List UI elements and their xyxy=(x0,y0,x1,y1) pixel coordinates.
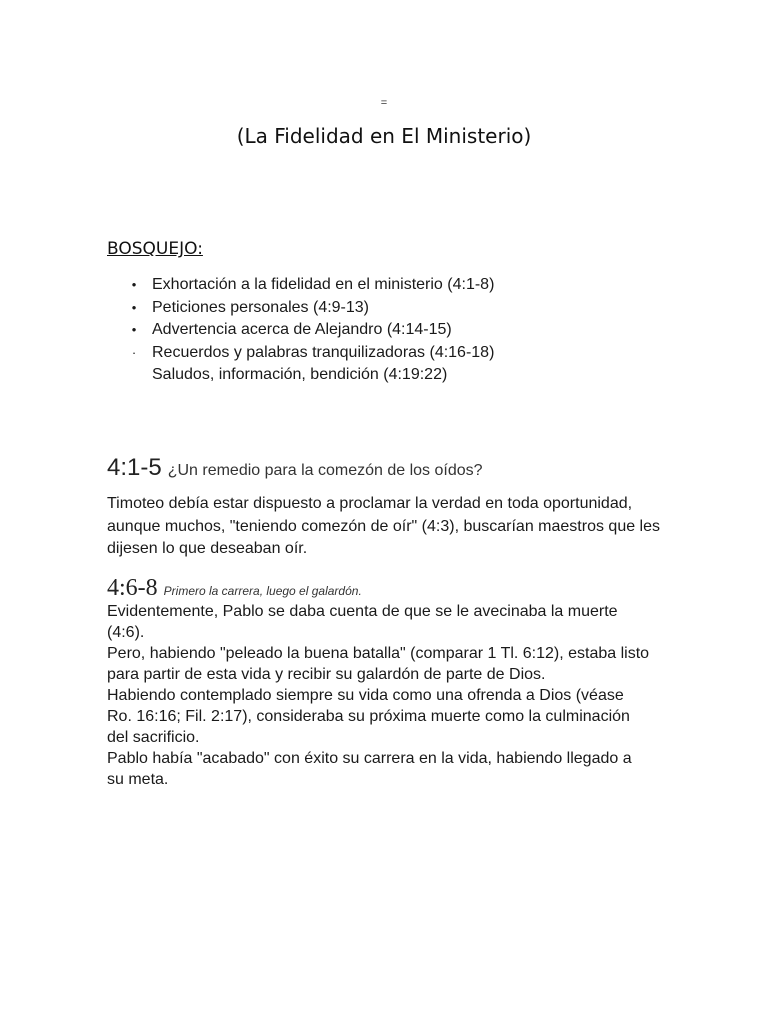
section-paragraph: Evidentemente, Pablo se daba cuenta de que se le avecinaba la muerte (4:6). xyxy=(107,603,618,641)
outline-item xyxy=(128,319,728,342)
outline-list xyxy=(128,274,728,387)
outline-item-text: Exhortación a la fidelidad en el ministerio (4:1-8) xyxy=(152,276,495,293)
document-title: (La Fidelidad en El Ministerio) xyxy=(236,124,532,148)
section-paragraph: Pero, habiendo "peleado la buena batalla" (comparar 1 Tl. 6:12), estaba listo para partir de esta vida y recibir su galardón de parte de Dios. xyxy=(107,645,650,683)
outline-item xyxy=(128,342,728,365)
bullet-icon: • xyxy=(131,277,137,292)
section-paragraph: Habiendo contemplado siempre su vida como una ofrenda a Dios (véase Ro. 16:16; Fil. 2:17), consideraba su próxima muerte como la culminación del sacrificio. xyxy=(107,687,630,746)
outline-item xyxy=(128,274,728,297)
section-body xyxy=(107,601,652,790)
outline-item-text: Peticiones personales (4:9-13) xyxy=(152,298,370,316)
section-subtitle: ¿Un remedio para la comezón de los oídos? xyxy=(167,462,483,479)
section-subtitle: Primero la carrera, luego el galardón. xyxy=(163,584,362,598)
section-paragraph: Pablo había "acabado" con éxito su carrera en la vida, habiendo llegado a su meta. xyxy=(107,750,632,788)
bullet-icon: · xyxy=(131,344,137,360)
bullet-icon: • xyxy=(131,322,137,337)
section-reference: 4:6-8 xyxy=(107,575,158,601)
section-paragraph: Timoteo debía estar dispuesto a proclamar la verdad en toda oportunidad, aunque muchos, "teniendo comezón de oír" (4:3), buscarían maestros que les dijesen lo que deseaban oír. xyxy=(107,495,661,557)
header-mark: = xyxy=(380,97,388,109)
outline-item-text: Advertencia acerca de Alejandro (4:14-15) xyxy=(152,321,452,338)
outline-item-text: Recuerdos y palabras tranquilizadoras (4:16-18) xyxy=(152,343,495,361)
outline-item xyxy=(128,297,728,320)
outline-item xyxy=(128,364,728,387)
section-body xyxy=(107,493,667,561)
section-heading xyxy=(107,452,667,487)
section-reference: 4:1-5 xyxy=(107,454,162,481)
outline-heading: BOSQUEJO: xyxy=(107,239,203,259)
bullet-icon: • xyxy=(131,299,137,315)
outline-item-text: Saludos, información, bendición (4:19:22) xyxy=(152,366,448,383)
